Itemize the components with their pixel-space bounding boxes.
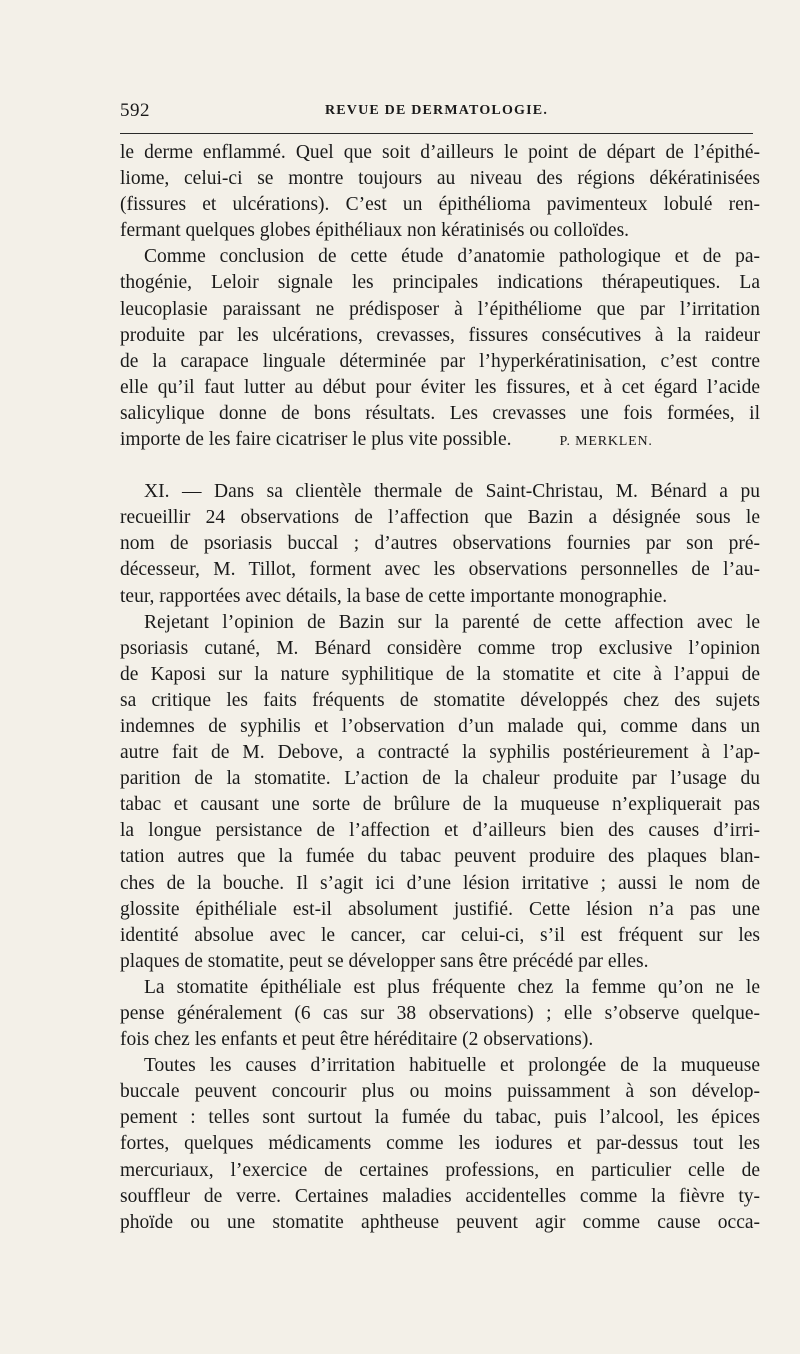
text-line: XI. — Dans sa clientèle thermale de Saint-Christau, M. Bénard a pu bbox=[144, 481, 760, 503]
text-line: le derme enflammé. Quel que soit d’ailleurs le point de départ de l’épithé- bbox=[120, 142, 760, 163]
text-line bbox=[120, 427, 760, 453]
header-rule bbox=[120, 133, 753, 134]
body-text bbox=[120, 140, 760, 1236]
text-line: Rejetant l’opinion de Bazin sur la parenté de cette affection avec le bbox=[144, 611, 760, 633]
text-line: Toutes les causes d’irritation habituelle et prolongée de la muqueuse bbox=[144, 1055, 760, 1077]
text-line: fermant quelques globes épithéliaux non kératinisés ou colloïdes. bbox=[120, 220, 630, 242]
text-line: pense généralement (6 cas sur 38 observations) ; elle s’observe quelque- bbox=[120, 1003, 760, 1024]
text-line: La stomatite épithéliale est plus fréquente chez la femme qu’on ne le bbox=[144, 976, 760, 998]
text-line: indemnes de syphilis et l’observation d’un malade qui, comme dans un bbox=[120, 715, 760, 737]
text-line: nom de psoriasis buccal ; d’autres observations fournies par son pré- bbox=[120, 533, 760, 555]
text-line: souffleur de verre. Certaines maladies accidentelles comme la fièvre ty- bbox=[120, 1185, 760, 1207]
text-line: autre fait de M. Debove, a contracté la syphilis postérieurement à l’ap- bbox=[120, 742, 760, 764]
text-line: mercuriaux, l’exercice de certaines professions, en particulier celle de bbox=[120, 1159, 760, 1181]
text-line: de la carapace linguale déterminée par l’hyperkératinisation, c’est contre bbox=[120, 350, 760, 372]
text-line: parition de la stomatite. L’action de la chaleur produite par l’usage du bbox=[120, 768, 760, 790]
text-line: (fissures et ulcérations). C’est un épithélioma pavimenteux lobulé ren- bbox=[120, 194, 760, 216]
page-number: 592 bbox=[120, 100, 150, 121]
text-line: salicylique donne de bons résultats. Les crevasses une fois formées, il bbox=[120, 402, 760, 424]
text-line: phoïde ou une stomatite aphtheuse peuvent agir comme cause occa- bbox=[120, 1211, 760, 1233]
text-line: recueillir 24 observations de l’affection que Bazin a désignée sous le bbox=[120, 507, 760, 529]
text-line: buccale peuvent concourir plus ou moins puissamment à son dévelop- bbox=[120, 1081, 760, 1103]
section-gap bbox=[120, 453, 760, 479]
text-line: produite par les ulcérations, crevasses, fissures consécutives à la raideur bbox=[120, 324, 760, 346]
text-line: Comme conclusion de cette étude d’anatomie pathologique et de pa- bbox=[144, 246, 760, 268]
text-line: psoriasis cutané, M. Bénard considère comme trop exclusive l’opinion bbox=[120, 637, 760, 659]
text-line: plaques de stomatite, peut se développer sans être précédé par elles. bbox=[120, 950, 649, 972]
text-line: sa critique les faits fréquents de stomatite développés chez des sujets bbox=[120, 689, 760, 711]
text-line: elle qu’il faut lutter au début pour éviter les fissures, et à cet égard l’acide bbox=[120, 376, 760, 398]
text-line: glossite épithéliale est-il absolument justifié. Cette lésion n’a pas une bbox=[120, 898, 760, 920]
text-line: fortes, quelques médicaments comme les iodures et par-dessus tout les bbox=[120, 1133, 760, 1155]
author-signature: P. MERKLEN. bbox=[559, 434, 653, 450]
text-line: liome, celui-ci se montre toujours au niveau des régions dékératinisées bbox=[120, 168, 760, 190]
text-line: leucoplasie paraissant ne prédisposer à l’épithéliome que par l’irritation bbox=[120, 298, 760, 320]
page-header bbox=[120, 100, 753, 126]
text-line: ches de la bouche. Il s’agit ici d’une lésion irritative ; aussi le nom de bbox=[120, 872, 760, 894]
text-line: identité absolue avec le cancer, car celui-ci, s’il est fréquent sur les bbox=[120, 924, 760, 946]
text-line: fois chez les enfants et peut être héréditaire (2 observations). bbox=[120, 1029, 594, 1051]
paragraph-end-text: importe de les faire cicatriser le plus vite possible. bbox=[120, 429, 512, 451]
text-line: tation autres que la fumée du tabac peuvent produire des plaques blan- bbox=[120, 846, 760, 868]
text-line: teur, rapportées avec détails, la base de cette importante monographie. bbox=[120, 585, 668, 607]
text-line: pement : telles sont surtout la fumée du tabac, puis l’alcool, les épices bbox=[120, 1107, 760, 1129]
text-line: de Kaposi sur la nature syphilitique de la stomatite et cite à l’appui de bbox=[120, 663, 760, 685]
text-line: tabac et causant une sorte de brûlure de la muqueuse n’expliquerait pas bbox=[120, 794, 760, 816]
text-line: décesseur, M. Tillot, forment avec les observations personnelles de l’au- bbox=[120, 559, 760, 581]
text-line: thogénie, Leloir signale les principales indications thérapeutiques. La bbox=[120, 272, 760, 294]
running-head: REVUE DE DERMATOLOGIE. bbox=[324, 103, 549, 118]
text-line: la longue persistance de l’affection et d’ailleurs bien des causes d’irri- bbox=[120, 820, 760, 842]
